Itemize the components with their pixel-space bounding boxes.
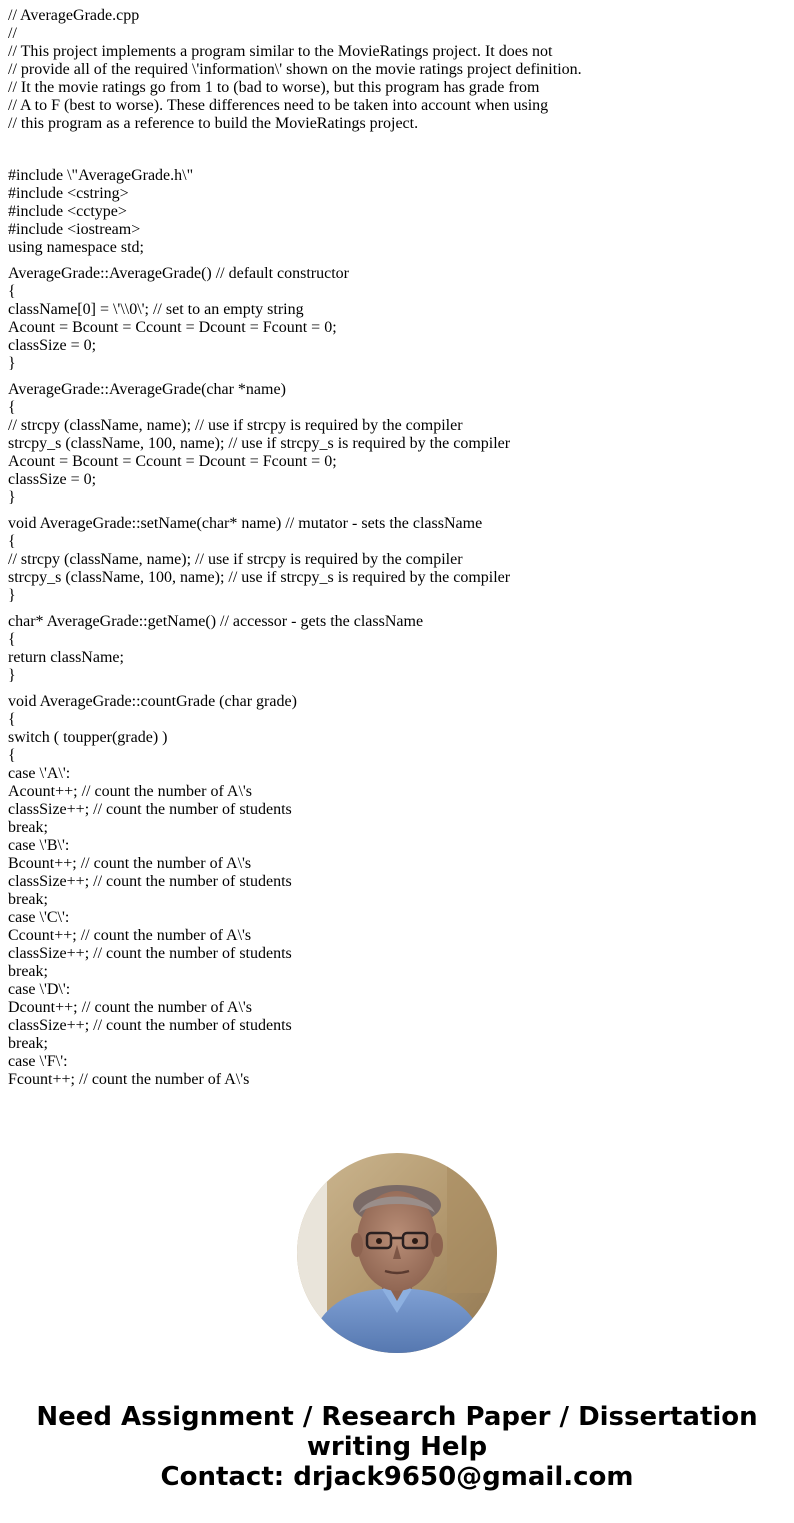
code-line: // It the movie ratings go from 1 to (bad to worse), but this program has grade from [8,79,540,96]
code-line: } [8,489,16,506]
code-line: strcpy_s (className, 100, name); // use if strcpy_s is required by the compiler [8,569,511,586]
code-line: break; [8,819,48,836]
promo-line-1: Need Assignment / Research Paper / Dissertation [36,1402,758,1432]
code-line: // this program as a reference to build the MovieRatings project. [8,115,419,132]
code-line: break; [8,963,48,980]
code-line: // This project implements a program similar to the MovieRatings project. It does not [8,43,553,60]
code-line: // strcpy (className, name); // use if strcpy is required by the compiler [8,417,463,434]
code-line: Acount++; // count the number of A\'s [8,783,253,800]
code-line: Fcount++; // count the number of A\'s [8,1071,250,1088]
code-line: case \'F\': [8,1053,68,1070]
code-line [8,507,788,515]
author-avatar [297,1153,497,1353]
code-line: return className; [8,649,124,666]
code-line: case \'C\': [8,909,70,926]
promo-banner [0,1402,794,1492]
code-line: case \'D\': [8,981,71,998]
code-line: { [8,631,16,648]
promo-contact: Contact: drjack9650@gmail.com [160,1462,634,1492]
code-line: // provide all of the required \'information\' shown on the movie ratings project definition. [8,61,582,78]
code-line: Ccount++; // count the number of A\'s [8,927,252,944]
code-line: using namespace std; [8,239,144,256]
code-line: classSize++; // count the number of students [8,1017,292,1034]
code-line: } [8,667,16,684]
code-line: } [8,355,16,372]
code-line: { [8,283,16,300]
code-line: // AverageGrade.cpp [8,7,140,24]
code-line: { [8,747,16,764]
code-line: break; [8,891,48,908]
code-line: break; [8,1035,48,1052]
promo-line-2: writing Help [306,1432,488,1462]
code-line [8,605,788,613]
code-line: Dcount++; // count the number of A\'s [8,999,253,1016]
code-line: #include <iostream> [8,221,141,238]
code-line: #include <cstring> [8,185,129,202]
code-line: void AverageGrade::setName(char* name) // mutator - sets the className [8,515,483,532]
code-line: strcpy_s (className, 100, name); // use if strcpy_s is required by the compiler [8,435,511,452]
code-line: AverageGrade::AverageGrade() // default constructor [8,265,350,282]
code-line: #include \"AverageGrade.h\" [8,167,194,184]
code-line: { [8,533,16,550]
code-line: // A to F (best to worse). These differences need to be taken into account when using [8,97,549,114]
code-line: char* AverageGrade::getName() // accessor - gets the className [8,613,424,630]
code-line: AverageGrade::AverageGrade(char *name) [8,381,286,398]
code-line: { [8,399,16,416]
code-line: Bcount++; // count the number of A\'s [8,855,252,872]
code-line: // [8,25,17,42]
code-line: case \'A\': [8,765,71,782]
code-line: // strcpy (className, name); // use if strcpy is required by the compiler [8,551,463,568]
code-line [8,373,788,381]
code-line [8,257,788,265]
code-line: classSize = 0; [8,337,97,354]
code-line: classSize++; // count the number of students [8,873,292,890]
code-line: switch ( toupper(grade) ) [8,729,168,746]
code-line: className[0] = \'\\0\'; // set to an empty string [8,301,304,318]
code-line: #include <cctype> [8,203,127,220]
avatar-photo [297,1153,497,1353]
code-line [8,133,788,167]
code-line: { [8,711,16,728]
code-line: Acount = Bcount = Ccount = Dcount = Fcount = 0; [8,453,337,470]
code-listing [8,7,788,1123]
code-line: classSize = 0; [8,471,97,488]
code-line: void AverageGrade::countGrade (char grade) [8,693,297,710]
code-line: } [8,587,16,604]
code-line: Acount = Bcount = Ccount = Dcount = Fcount = 0; [8,319,337,336]
code-line: classSize++; // count the number of students [8,945,292,962]
code-line [8,685,788,693]
code-line: case \'B\': [8,837,70,854]
code-line: classSize++; // count the number of students [8,801,292,818]
